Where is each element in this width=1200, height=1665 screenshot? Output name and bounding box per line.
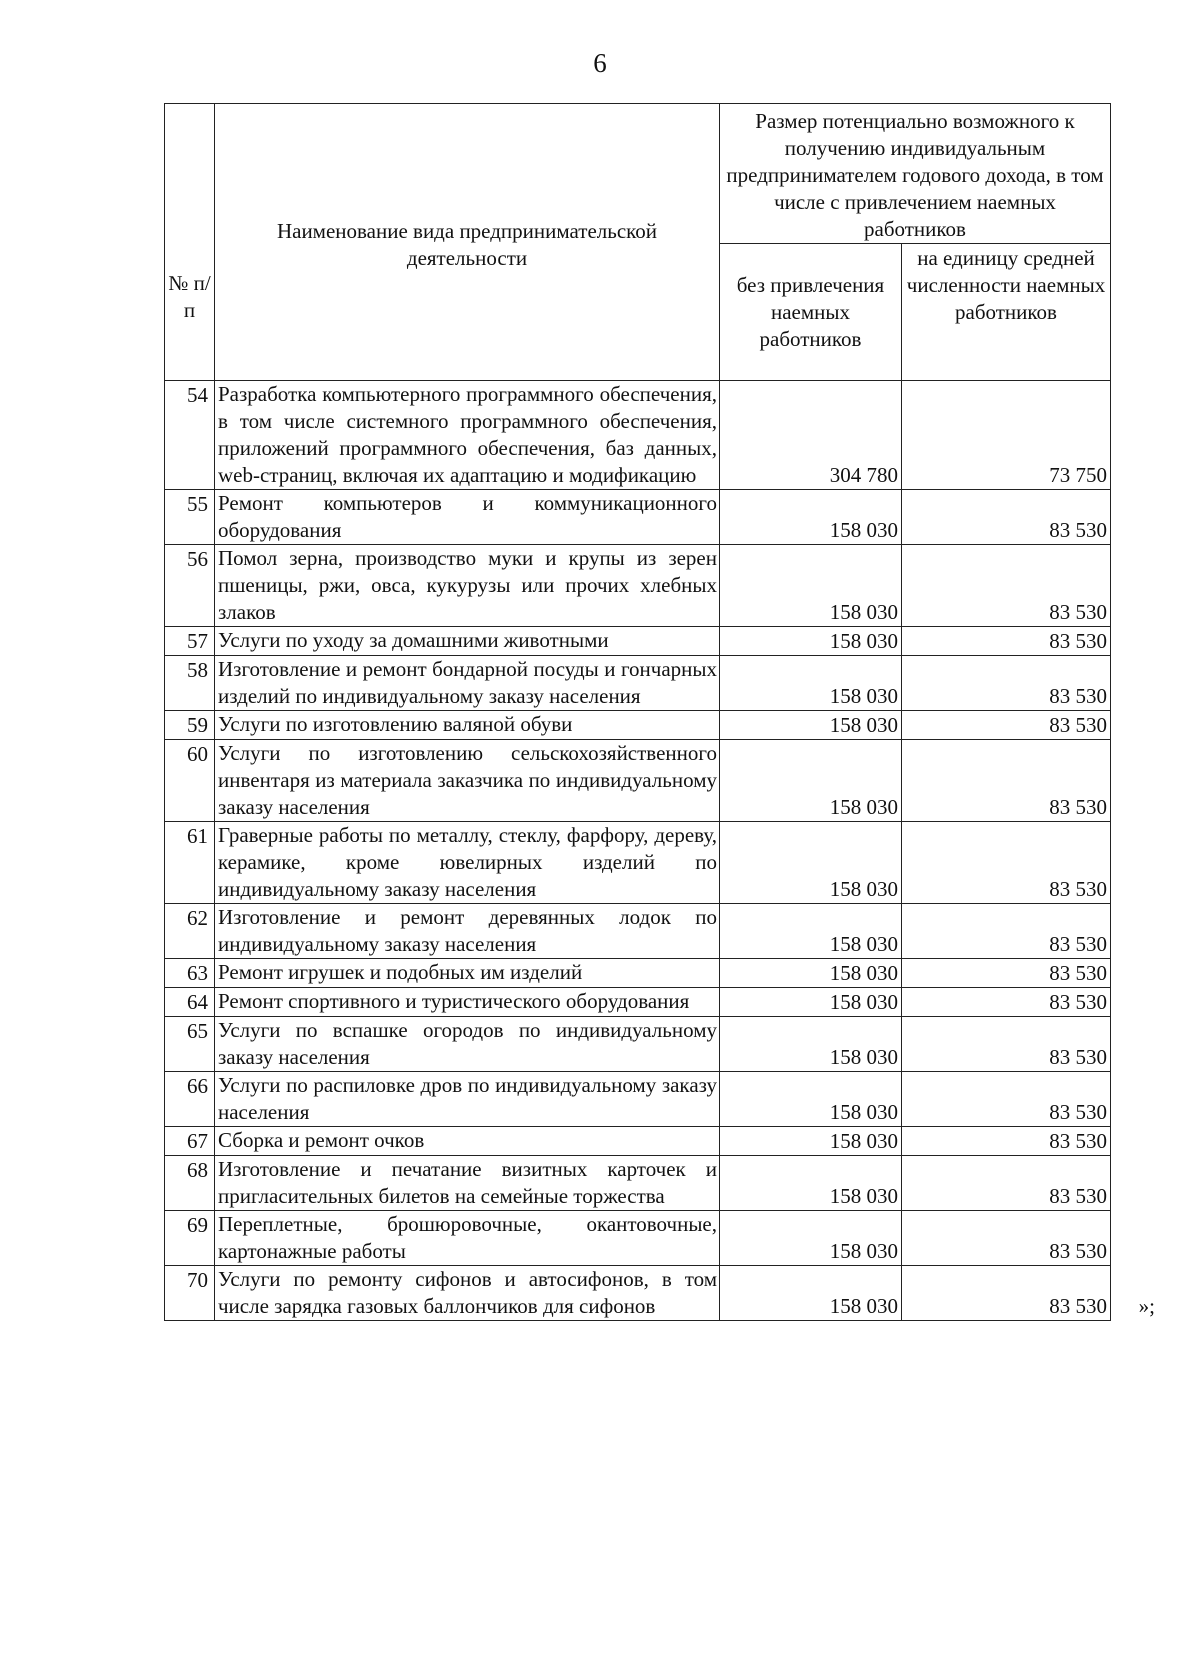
activity-name: Услуги по вспашке огородов по индивидуальному заказу населения xyxy=(215,1017,720,1072)
table-row xyxy=(165,959,1111,988)
activity-name: Услуги по уходу за домашними животными xyxy=(215,627,720,656)
activity-name: Граверные работы по металлу, стеклу, фарфору, дереву, керамике, кроме ювелирных изделий по индивидуальному заказу населения xyxy=(215,822,720,904)
row-number: 69 xyxy=(165,1211,215,1266)
income-per-employee-value: 83 530 xyxy=(1049,1294,1108,1318)
table-row xyxy=(165,627,1111,656)
row-number: 63 xyxy=(165,959,215,988)
income-per-employee xyxy=(902,1266,1156,1321)
row-number: 68 xyxy=(165,1156,215,1211)
header-num-cell xyxy=(165,104,215,381)
table-row xyxy=(165,545,1111,627)
row-number: 59 xyxy=(165,711,215,740)
activity-name: Изготовление и ремонт деревянных лодок по индивидуальному заказу населения xyxy=(215,904,720,959)
last-cell-wrap xyxy=(904,1293,1156,1320)
activity-name: Изготовление и печатание визитных карточек и пригласительных билетов на семейные торжества xyxy=(215,1156,720,1211)
header-per-unit: на единицу средней численности наемных работников xyxy=(902,244,1111,381)
income-without-employees: 158 030 xyxy=(720,988,902,1017)
income-without-employees: 158 030 xyxy=(720,627,902,656)
income-without-employees: 158 030 xyxy=(720,959,902,988)
row-number: 64 xyxy=(165,988,215,1017)
header-group: Размер потенциально возможного к получению индивидуальным предпринимателем годового дохода, в том числе с привлечением наемных работников xyxy=(720,104,1111,244)
header-name: Наименование вида предпринимательской деятельности xyxy=(276,219,658,270)
table-row xyxy=(165,1156,1111,1211)
income-per-employee: 83 530 xyxy=(902,545,1111,627)
income-per-employee: 83 530 xyxy=(902,1072,1111,1127)
row-number: 60 xyxy=(165,740,215,822)
income-per-employee: 83 530 xyxy=(902,959,1111,988)
table-row xyxy=(165,1266,1111,1321)
income-per-employee: 73 750 xyxy=(902,381,1111,490)
income-without-employees: 158 030 xyxy=(720,1266,902,1321)
income-per-employee: 83 530 xyxy=(902,1127,1111,1156)
income-per-employee: 83 530 xyxy=(902,988,1111,1017)
row-number: 62 xyxy=(165,904,215,959)
income-table xyxy=(164,103,1156,1321)
income-per-employee: 83 530 xyxy=(902,740,1111,822)
page-number: 6 xyxy=(593,48,607,78)
income-per-employee: 83 530 xyxy=(902,1017,1111,1072)
table-row xyxy=(165,1072,1111,1127)
activity-name: Переплетные, брошюровочные, окантовочные, картонажные работы xyxy=(215,1211,720,1266)
activity-name: Ремонт спортивного и туристического оборудования xyxy=(215,988,720,1017)
table-row xyxy=(165,711,1111,740)
activity-name: Помол зерна, производство муки и крупы из зерен пшеницы, ржи, овса, кукурузы или прочих хлебных злаков xyxy=(215,545,720,627)
row-number: 67 xyxy=(165,1127,215,1156)
income-per-employee: 83 530 xyxy=(902,490,1111,545)
activity-name: Услуги по изготовлению сельскохозяйственного инвентаря из материала заказчика по индивидуальному заказу населения xyxy=(215,740,720,822)
table-row xyxy=(165,1017,1111,1072)
activity-name: Ремонт игрушек и подобных им изделий xyxy=(215,959,720,988)
income-without-employees: 158 030 xyxy=(720,711,902,740)
table-row xyxy=(165,1211,1111,1266)
row-number: 66 xyxy=(165,1072,215,1127)
row-number: 57 xyxy=(165,627,215,656)
income-without-employees: 158 030 xyxy=(720,1211,902,1266)
row-number: 56 xyxy=(165,545,215,627)
table-row xyxy=(165,490,1111,545)
activity-name: Изготовление и ремонт бондарной посуды и гончарных изделий по индивидуальному заказу населения xyxy=(215,656,720,711)
activity-name: Разработка компьютерного программного обеспечения, в том числе системного программного обеспечения, приложений программного обеспечения, баз данных, web-страниц, включая их адаптацию и модификацию xyxy=(215,381,720,490)
income-without-employees: 158 030 xyxy=(720,822,902,904)
row-number: 70 xyxy=(165,1266,215,1321)
income-per-employee: 83 530 xyxy=(902,711,1111,740)
income-without-employees: 158 030 xyxy=(720,904,902,959)
table-row xyxy=(165,381,1111,490)
activity-name: Сборка и ремонт очков xyxy=(215,1127,720,1156)
income-per-employee: 83 530 xyxy=(902,1211,1111,1266)
income-without-employees: 158 030 xyxy=(720,1156,902,1211)
row-number: 58 xyxy=(165,656,215,711)
activity-name: Услуги по распиловке дров по индивидуальному заказу населения xyxy=(215,1072,720,1127)
income-without-employees: 158 030 xyxy=(720,1017,902,1072)
income-without-employees: 304 780 xyxy=(720,381,902,490)
income-without-employees: 158 030 xyxy=(720,1127,902,1156)
income-without-employees: 158 030 xyxy=(720,740,902,822)
income-per-employee: 83 530 xyxy=(902,822,1111,904)
income-without-employees: 158 030 xyxy=(720,490,902,545)
income-without-employees: 158 030 xyxy=(720,1072,902,1127)
table-row xyxy=(165,904,1111,959)
table-row xyxy=(165,1127,1111,1156)
header-without: без привлечения наемных работников xyxy=(720,244,902,381)
income-per-employee: 83 530 xyxy=(902,627,1111,656)
row-number: 54 xyxy=(165,381,215,490)
header-num: № п/п xyxy=(168,271,211,322)
table-body xyxy=(165,104,1156,1321)
activity-name: Услуги по изготовлению валяной обуви xyxy=(215,711,720,740)
header-name-cell xyxy=(215,104,720,381)
income-per-employee: 83 530 xyxy=(902,1156,1111,1211)
income-without-employees: 158 030 xyxy=(720,656,902,711)
row-number: 55 xyxy=(165,490,215,545)
row-number: 61 xyxy=(165,822,215,904)
income-per-employee: 83 530 xyxy=(902,656,1111,711)
row-number: 65 xyxy=(165,1017,215,1072)
closing-quote-mark: »; xyxy=(1138,1294,1156,1318)
header-row-top xyxy=(165,104,1111,244)
income-without-employees: 158 030 xyxy=(720,545,902,627)
table-row xyxy=(165,740,1111,822)
activity-name: Услуги по ремонту сифонов и автосифонов, в том числе зарядка газовых баллончиков для сифонов xyxy=(215,1266,720,1321)
table-row xyxy=(165,656,1111,711)
income-per-employee: 83 530 xyxy=(902,904,1111,959)
table-row xyxy=(165,822,1111,904)
activity-name: Ремонт компьютеров и коммуникационного оборудования xyxy=(215,490,720,545)
table-row xyxy=(165,988,1111,1017)
